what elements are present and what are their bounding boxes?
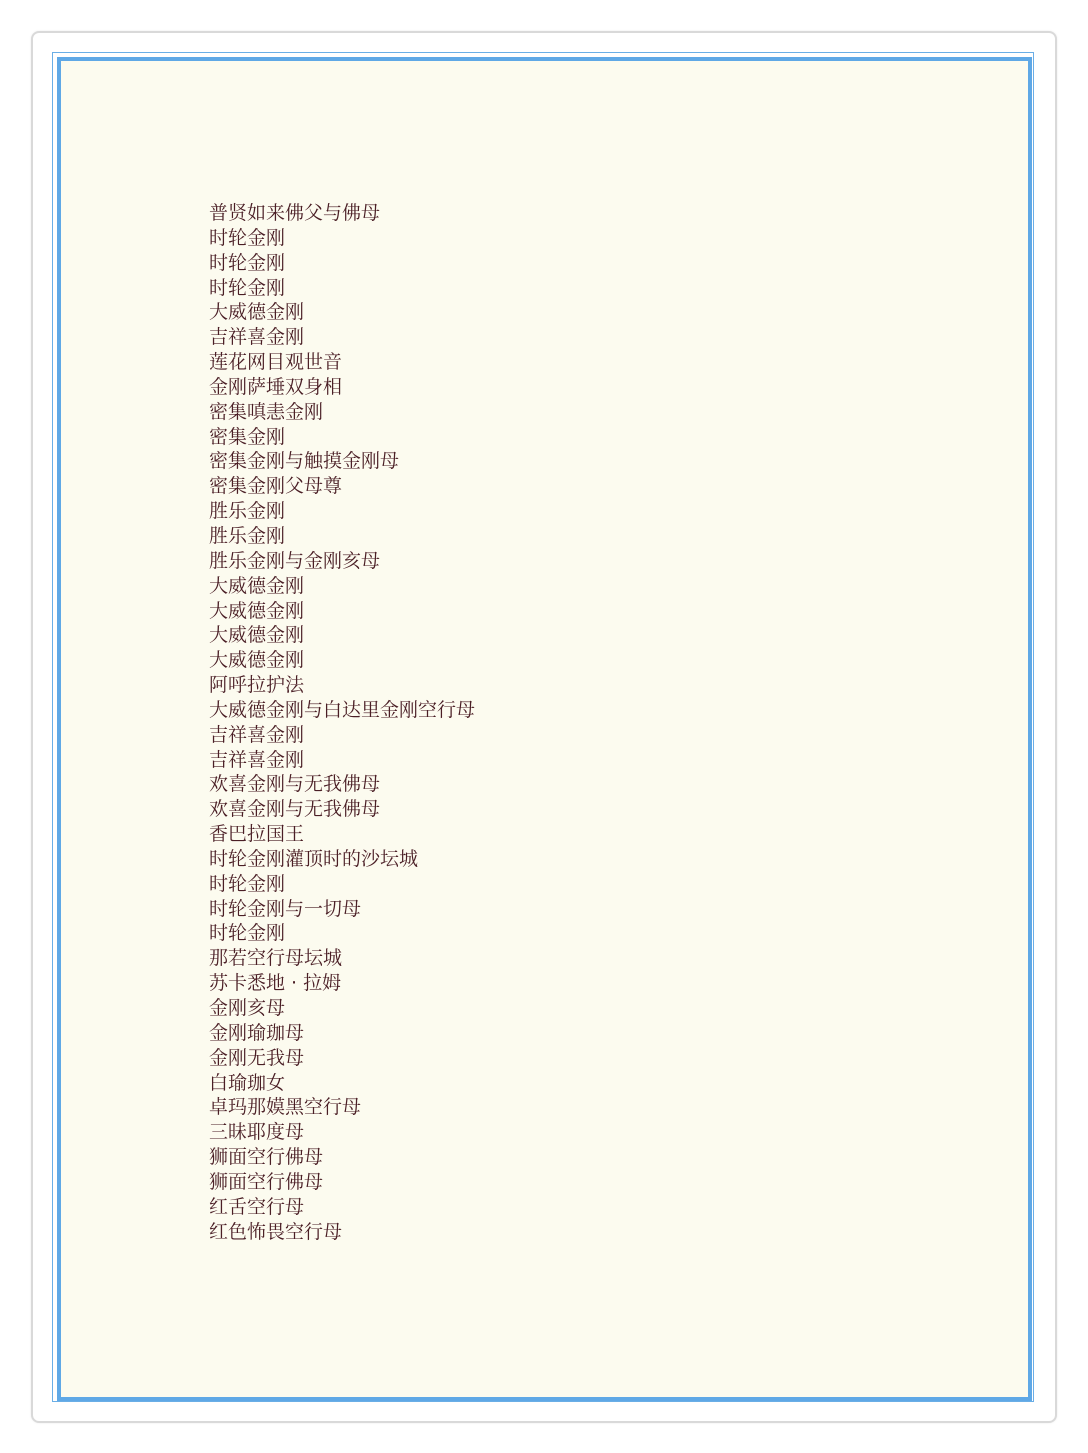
list-item: 欢喜金刚与无我佛母 — [209, 798, 381, 821]
list-item: 大威德金刚与白达里金刚空行母 — [209, 698, 476, 721]
list-item: 密集金刚父母尊 — [209, 475, 343, 498]
list-item: 金刚瑜珈母 — [209, 1021, 305, 1044]
list-item: 大威德金刚 — [209, 599, 305, 622]
list-item: 吉祥喜金刚 — [209, 723, 305, 746]
list-item: 时轮金刚 — [209, 226, 286, 249]
list-item: 三昧耶度母 — [209, 1121, 305, 1144]
list-item: 金刚亥母 — [209, 997, 286, 1019]
list-item: 时轮金刚灌顶时的沙坛城 — [209, 847, 419, 870]
list-item: 那若空行母坛城 — [209, 947, 343, 970]
list-item: 时轮金刚与一切母 — [209, 897, 362, 920]
list-item: 大威德金刚 — [209, 301, 305, 324]
document-page — [57, 57, 1032, 1401]
list-item: 密集金刚 — [209, 425, 286, 448]
list-item: 阿呼拉护法 — [209, 674, 305, 697]
list-item: 狮面空行佛母 — [209, 1170, 324, 1193]
list-item: 时轮金刚 — [209, 872, 286, 895]
list-item: 普贤如来佛父与佛母 — [209, 202, 381, 224]
list-item: 白瑜珈女 — [209, 1071, 286, 1094]
list-item: 卓玛那嫫黑空行母 — [209, 1096, 362, 1119]
list-item: 狮面空行佛母 — [209, 1146, 324, 1169]
list-item: 密集金刚与触摸金刚母 — [209, 450, 400, 473]
list-item: 大威德金刚 — [209, 624, 305, 647]
list-item: 时轮金刚 — [209, 276, 286, 299]
list-item: 吉祥喜金刚 — [209, 326, 305, 349]
list-item: 吉祥喜金刚 — [209, 748, 305, 771]
list-item: 莲花网目观世音 — [209, 351, 343, 374]
list-item: 欢喜金刚与无我佛母 — [209, 773, 381, 796]
list-item: 时轮金刚 — [209, 922, 286, 945]
list-item: 大威德金刚 — [209, 649, 305, 672]
list-item: 香巴拉国王 — [209, 823, 305, 846]
list-item: 红色怖畏空行母 — [209, 1220, 343, 1243]
list-item: 苏卡悉地 · 拉姆 — [209, 972, 342, 995]
list-item: 大威德金刚 — [209, 574, 305, 597]
list-item: 金刚萨埵双身相 — [209, 375, 343, 398]
list-item: 金刚无我母 — [209, 1046, 305, 1069]
list-item: 红舌空行母 — [209, 1195, 305, 1218]
title-list — [209, 201, 475, 1244]
list-item: 胜乐金刚 — [209, 500, 286, 523]
list-item: 胜乐金刚与金刚亥母 — [209, 549, 381, 572]
list-item: 时轮金刚 — [209, 251, 286, 274]
list-item: 密集嗔恚金刚 — [209, 400, 324, 423]
list-item: 胜乐金刚 — [209, 524, 286, 547]
